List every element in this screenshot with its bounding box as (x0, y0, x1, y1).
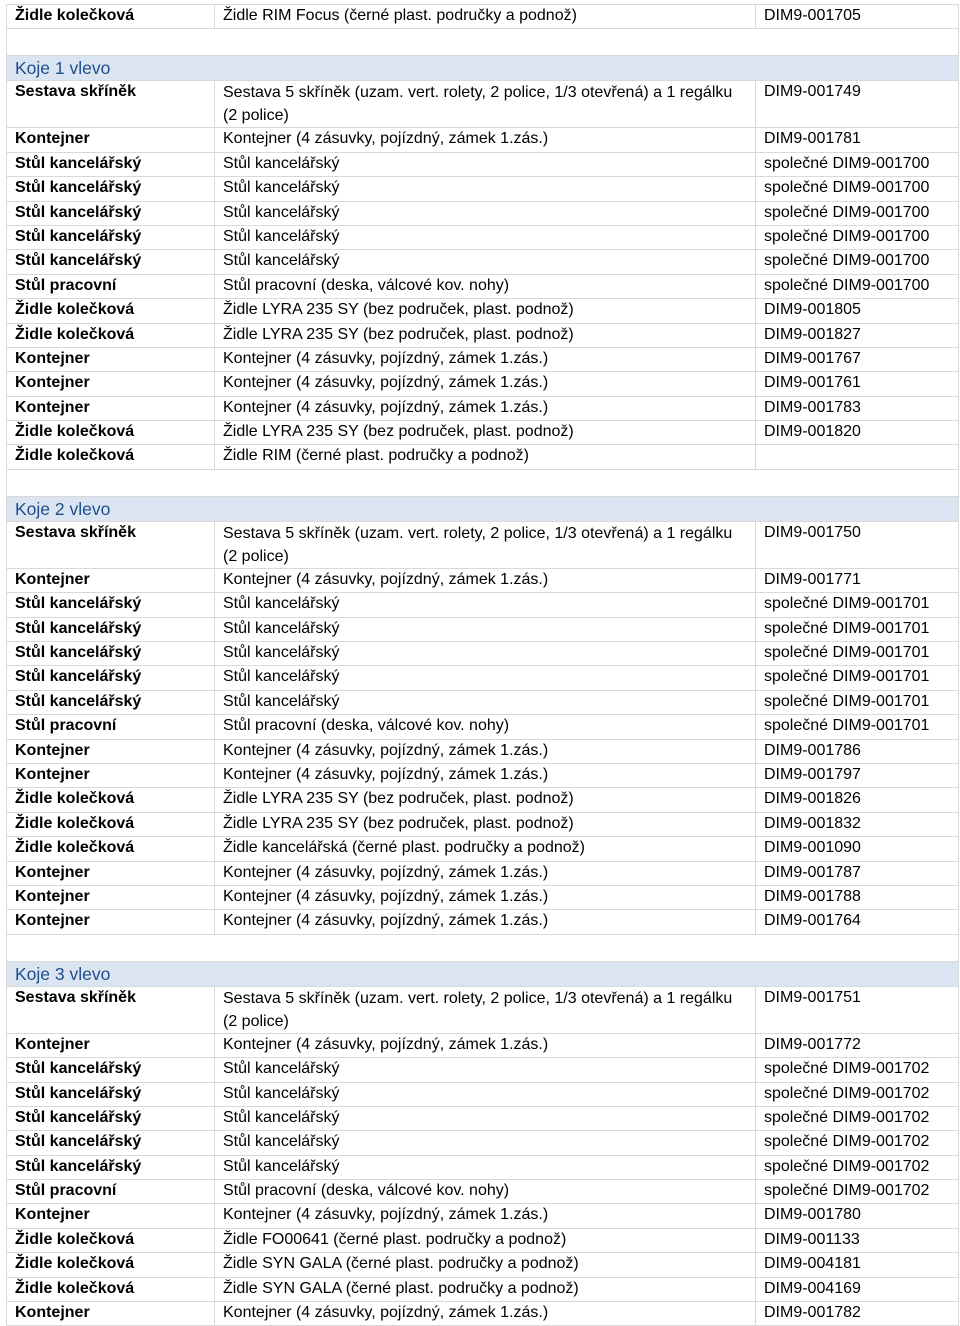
item-name-cell: Židle kolečková (7, 1277, 215, 1301)
item-code-cell: DIM9-001788 (756, 885, 959, 909)
item-description-cell: Stůl kancelářský (215, 1155, 756, 1179)
item-code-cell: společné DIM9-001702 (756, 1106, 959, 1130)
item-name-cell: Kontejner (7, 372, 215, 396)
item-name-cell: Sestava skříněk (7, 81, 215, 128)
item-name-cell: Židle kolečková (7, 837, 215, 861)
item-description-cell: Kontejner (4 zásuvky, pojízdný, zámek 1.zás.) (215, 396, 756, 420)
table-row (7, 1253, 959, 1277)
table-row (7, 323, 959, 347)
item-name-cell: Kontejner (7, 128, 215, 152)
table-row (7, 225, 959, 249)
item-code-cell: DIM9-001761 (756, 372, 959, 396)
item-name-cell: Stůl kancelářský (7, 1058, 215, 1082)
section-spacer (7, 934, 959, 961)
table-row (7, 521, 959, 568)
item-name-cell: Kontejner (7, 885, 215, 909)
item-code-cell: DIM9-004181 (756, 1253, 959, 1277)
item-description-cell: Židle LYRA 235 SY (bez područek, plast. podnož) (215, 812, 756, 836)
spacer-cell (7, 469, 959, 496)
section-header (7, 496, 959, 521)
item-code-cell: společné DIM9-001701 (756, 617, 959, 641)
table-row (7, 81, 959, 128)
item-name-cell: Sestava skříněk (7, 521, 215, 568)
item-name-cell: Židle kolečková (7, 323, 215, 347)
item-name-cell: Kontejner (7, 1033, 215, 1057)
inventory-table (6, 4, 959, 1326)
item-code-cell: DIM9-001783 (756, 396, 959, 420)
section-spacer (7, 469, 959, 496)
item-code-cell: společné DIM9-001702 (756, 1180, 959, 1204)
table-row (7, 5, 959, 29)
spacer-cell (7, 29, 959, 56)
item-description-cell: Židle FO00641 (černé plast. područky a podnož) (215, 1228, 756, 1252)
item-code-cell: společné DIM9-001700 (756, 177, 959, 201)
item-code-cell: DIM9-001780 (756, 1204, 959, 1228)
item-name-cell: Stůl kancelářský (7, 617, 215, 641)
item-name-cell: Kontejner (7, 1302, 215, 1326)
item-description-cell: Stůl kancelářský (215, 642, 756, 666)
item-description-cell: Kontejner (4 zásuvky, pojízdný, zámek 1.zás.) (215, 372, 756, 396)
item-description-cell: Stůl kancelářský (215, 225, 756, 249)
item-code-cell: společné DIM9-001702 (756, 1082, 959, 1106)
item-name-cell: Kontejner (7, 861, 215, 885)
item-code-cell: společné DIM9-001702 (756, 1131, 959, 1155)
item-description-cell: Židle LYRA 235 SY (bez područek, plast. podnož) (215, 788, 756, 812)
item-name-cell: Židle kolečková (7, 445, 215, 469)
item-name-cell: Sestava skříněk (7, 986, 215, 1033)
item-code-cell: DIM9-001827 (756, 323, 959, 347)
item-code-cell: společné DIM9-001701 (756, 642, 959, 666)
item-code-cell: DIM9-001750 (756, 521, 959, 568)
item-name-cell: Židle kolečková (7, 5, 215, 29)
item-description-cell: Kontejner (4 zásuvky, pojízdný, zámek 1.zás.) (215, 1302, 756, 1326)
item-code-cell: DIM9-001751 (756, 986, 959, 1033)
item-name-cell: Stůl kancelářský (7, 593, 215, 617)
table-row (7, 1180, 959, 1204)
item-description-cell: Stůl kancelářský (215, 201, 756, 225)
item-code-cell: DIM9-001764 (756, 910, 959, 934)
item-code-cell: DIM9-001133 (756, 1228, 959, 1252)
table-row (7, 347, 959, 371)
item-name-cell: Stůl kancelářský (7, 1131, 215, 1155)
item-name-cell: Kontejner (7, 347, 215, 371)
item-name-cell: Stůl kancelářský (7, 250, 215, 274)
item-code-cell: DIM9-001820 (756, 421, 959, 445)
spacer-cell (7, 934, 959, 961)
table-row (7, 642, 959, 666)
item-name-cell: Stůl pracovní (7, 1180, 215, 1204)
item-name-cell: Stůl pracovní (7, 274, 215, 298)
table-row (7, 1277, 959, 1301)
table-row (7, 568, 959, 592)
table-row (7, 1155, 959, 1179)
table-row (7, 690, 959, 714)
table-row (7, 396, 959, 420)
item-code-cell: DIM9-001782 (756, 1302, 959, 1326)
item-code-cell: DIM9-001797 (756, 763, 959, 787)
table-row (7, 201, 959, 225)
item-name-cell: Stůl kancelářský (7, 642, 215, 666)
item-code-cell: DIM9-001786 (756, 739, 959, 763)
item-code-cell: společné DIM9-001700 (756, 201, 959, 225)
item-description-cell: Kontejner (4 zásuvky, pojízdný, zámek 1.zás.) (215, 1033, 756, 1057)
item-description-cell: Židle SYN GALA (černé plast. područky a podnož) (215, 1277, 756, 1301)
table-row (7, 177, 959, 201)
item-code-cell: společné DIM9-001701 (756, 690, 959, 714)
item-name-cell: Stůl kancelářský (7, 1106, 215, 1130)
table-row (7, 1058, 959, 1082)
item-description-cell: Kontejner (4 zásuvky, pojízdný, zámek 1.zás.) (215, 739, 756, 763)
item-description-cell: Kontejner (4 zásuvky, pojízdný, zámek 1.zás.) (215, 568, 756, 592)
item-description-cell: Židle kancelářská (černé plast. područky a podnož) (215, 837, 756, 861)
table-row (7, 788, 959, 812)
item-description-cell: Stůl kancelářský (215, 1131, 756, 1155)
table-row (7, 885, 959, 909)
item-code-cell: společné DIM9-001700 (756, 250, 959, 274)
table-row (7, 593, 959, 617)
item-description-cell: Stůl pracovní (deska, válcové kov. nohy) (215, 274, 756, 298)
table-row (7, 715, 959, 739)
item-description-cell: Židle LYRA 235 SY (bez područek, plast. podnož) (215, 421, 756, 445)
item-description-cell: Stůl kancelářský (215, 690, 756, 714)
item-name-cell: Židle kolečková (7, 299, 215, 323)
table-row (7, 299, 959, 323)
item-description-cell: Stůl pracovní (deska, válcové kov. nohy) (215, 715, 756, 739)
table-row (7, 1228, 959, 1252)
table-row (7, 1082, 959, 1106)
item-code-cell (756, 445, 959, 469)
item-name-cell: Židle kolečková (7, 788, 215, 812)
table-row (7, 861, 959, 885)
item-description-cell: Stůl kancelářský (215, 1058, 756, 1082)
item-description-cell: Sestava 5 skříněk (uzam. vert. rolety, 2 police, 1/3 otevřená) a 1 regálku (2 police) (215, 521, 756, 568)
table-row (7, 910, 959, 934)
item-description-cell: Stůl kancelářský (215, 152, 756, 176)
item-name-cell: Stůl kancelářský (7, 666, 215, 690)
item-code-cell: DIM9-001749 (756, 81, 959, 128)
item-description-cell: Kontejner (4 zásuvky, pojízdný, zámek 1.zás.) (215, 885, 756, 909)
item-code-cell: DIM9-001805 (756, 299, 959, 323)
item-description-cell: Stůl kancelářský (215, 666, 756, 690)
item-description-cell: Stůl kancelářský (215, 177, 756, 201)
item-name-cell: Židle kolečková (7, 421, 215, 445)
item-code-cell: společné DIM9-001701 (756, 666, 959, 690)
item-name-cell: Stůl kancelářský (7, 201, 215, 225)
item-code-cell: DIM9-004169 (756, 1277, 959, 1301)
table-row (7, 1131, 959, 1155)
item-name-cell: Kontejner (7, 396, 215, 420)
item-code-cell: DIM9-001781 (756, 128, 959, 152)
table-row (7, 1204, 959, 1228)
item-description-cell: Židle RIM (černé plast. područky a podnož) (215, 445, 756, 469)
table-row (7, 372, 959, 396)
table-row (7, 274, 959, 298)
item-code-cell: společné DIM9-001702 (756, 1058, 959, 1082)
item-code-cell: společné DIM9-001700 (756, 274, 959, 298)
table-row (7, 421, 959, 445)
table-row (7, 617, 959, 641)
item-code-cell: DIM9-001090 (756, 837, 959, 861)
item-description-cell: Stůl kancelářský (215, 617, 756, 641)
table-row (7, 837, 959, 861)
item-code-cell: DIM9-001772 (756, 1033, 959, 1057)
item-code-cell: společné DIM9-001700 (756, 225, 959, 249)
item-code-cell: DIM9-001832 (756, 812, 959, 836)
item-name-cell: Stůl kancelářský (7, 690, 215, 714)
item-code-cell: DIM9-001767 (756, 347, 959, 371)
item-name-cell: Stůl kancelářský (7, 1155, 215, 1179)
item-description-cell: Stůl pracovní (deska, válcové kov. nohy) (215, 1180, 756, 1204)
table-row (7, 666, 959, 690)
item-name-cell: Stůl pracovní (7, 715, 215, 739)
item-description-cell: Kontejner (4 zásuvky, pojízdný, zámek 1.zás.) (215, 128, 756, 152)
item-name-cell: Kontejner (7, 763, 215, 787)
item-description-cell: Stůl kancelářský (215, 593, 756, 617)
item-name-cell: Stůl kancelářský (7, 225, 215, 249)
item-description-cell: Sestava 5 skříněk (uzam. vert. rolety, 2 police, 1/3 otevřená) a 1 regálku (2 police) (215, 81, 756, 128)
item-name-cell: Stůl kancelářský (7, 177, 215, 201)
table-row (7, 763, 959, 787)
item-description-cell: Židle RIM Focus (černé plast. područky a podnož) (215, 5, 756, 29)
item-name-cell: Kontejner (7, 1204, 215, 1228)
section-title: Koje 1 vlevo (7, 56, 959, 81)
item-code-cell: DIM9-001771 (756, 568, 959, 592)
item-code-cell: společné DIM9-001701 (756, 593, 959, 617)
item-description-cell: Kontejner (4 zásuvky, pojízdný, zámek 1.zás.) (215, 861, 756, 885)
item-name-cell: Kontejner (7, 910, 215, 934)
table-row (7, 128, 959, 152)
item-name-cell: Židle kolečková (7, 812, 215, 836)
item-description-cell: Židle LYRA 235 SY (bez područek, plast. podnož) (215, 323, 756, 347)
item-description-cell: Stůl kancelářský (215, 250, 756, 274)
section-title: Koje 2 vlevo (7, 496, 959, 521)
table-row (7, 445, 959, 469)
table-row (7, 812, 959, 836)
item-code-cell: DIM9-001705 (756, 5, 959, 29)
section-header (7, 961, 959, 986)
table-row (7, 1033, 959, 1057)
inventory-document (6, 4, 958, 1326)
item-name-cell: Kontejner (7, 739, 215, 763)
item-code-cell: společné DIM9-001702 (756, 1155, 959, 1179)
item-name-cell: Stůl kancelářský (7, 152, 215, 176)
item-description-cell: Židle SYN GALA (černé plast. područky a podnož) (215, 1253, 756, 1277)
item-name-cell: Stůl kancelářský (7, 1082, 215, 1106)
section-spacer (7, 29, 959, 56)
item-name-cell: Židle kolečková (7, 1228, 215, 1252)
item-description-cell: Stůl kancelářský (215, 1106, 756, 1130)
item-code-cell: společné DIM9-001700 (756, 152, 959, 176)
item-code-cell: DIM9-001826 (756, 788, 959, 812)
section-header (7, 56, 959, 81)
item-description-cell: Kontejner (4 zásuvky, pojízdný, zámek 1.zás.) (215, 910, 756, 934)
table-row (7, 986, 959, 1033)
table-row (7, 1302, 959, 1326)
item-description-cell: Kontejner (4 zásuvky, pojízdný, zámek 1.zás.) (215, 347, 756, 371)
item-description-cell: Kontejner (4 zásuvky, pojízdný, zámek 1.zás.) (215, 763, 756, 787)
item-code-cell: společné DIM9-001701 (756, 715, 959, 739)
item-description-cell: Kontejner (4 zásuvky, pojízdný, zámek 1.zás.) (215, 1204, 756, 1228)
item-name-cell: Židle kolečková (7, 1253, 215, 1277)
item-description-cell: Sestava 5 skříněk (uzam. vert. rolety, 2 police, 1/3 otevřená) a 1 regálku (2 police) (215, 986, 756, 1033)
item-name-cell: Kontejner (7, 568, 215, 592)
table-row (7, 1106, 959, 1130)
table-row (7, 250, 959, 274)
item-code-cell: DIM9-001787 (756, 861, 959, 885)
item-description-cell: Židle LYRA 235 SY (bez područek, plast. podnož) (215, 299, 756, 323)
section-title: Koje 3 vlevo (7, 961, 959, 986)
table-row (7, 739, 959, 763)
inventory-table-body (7, 5, 959, 1326)
item-description-cell: Stůl kancelářský (215, 1082, 756, 1106)
table-row (7, 152, 959, 176)
